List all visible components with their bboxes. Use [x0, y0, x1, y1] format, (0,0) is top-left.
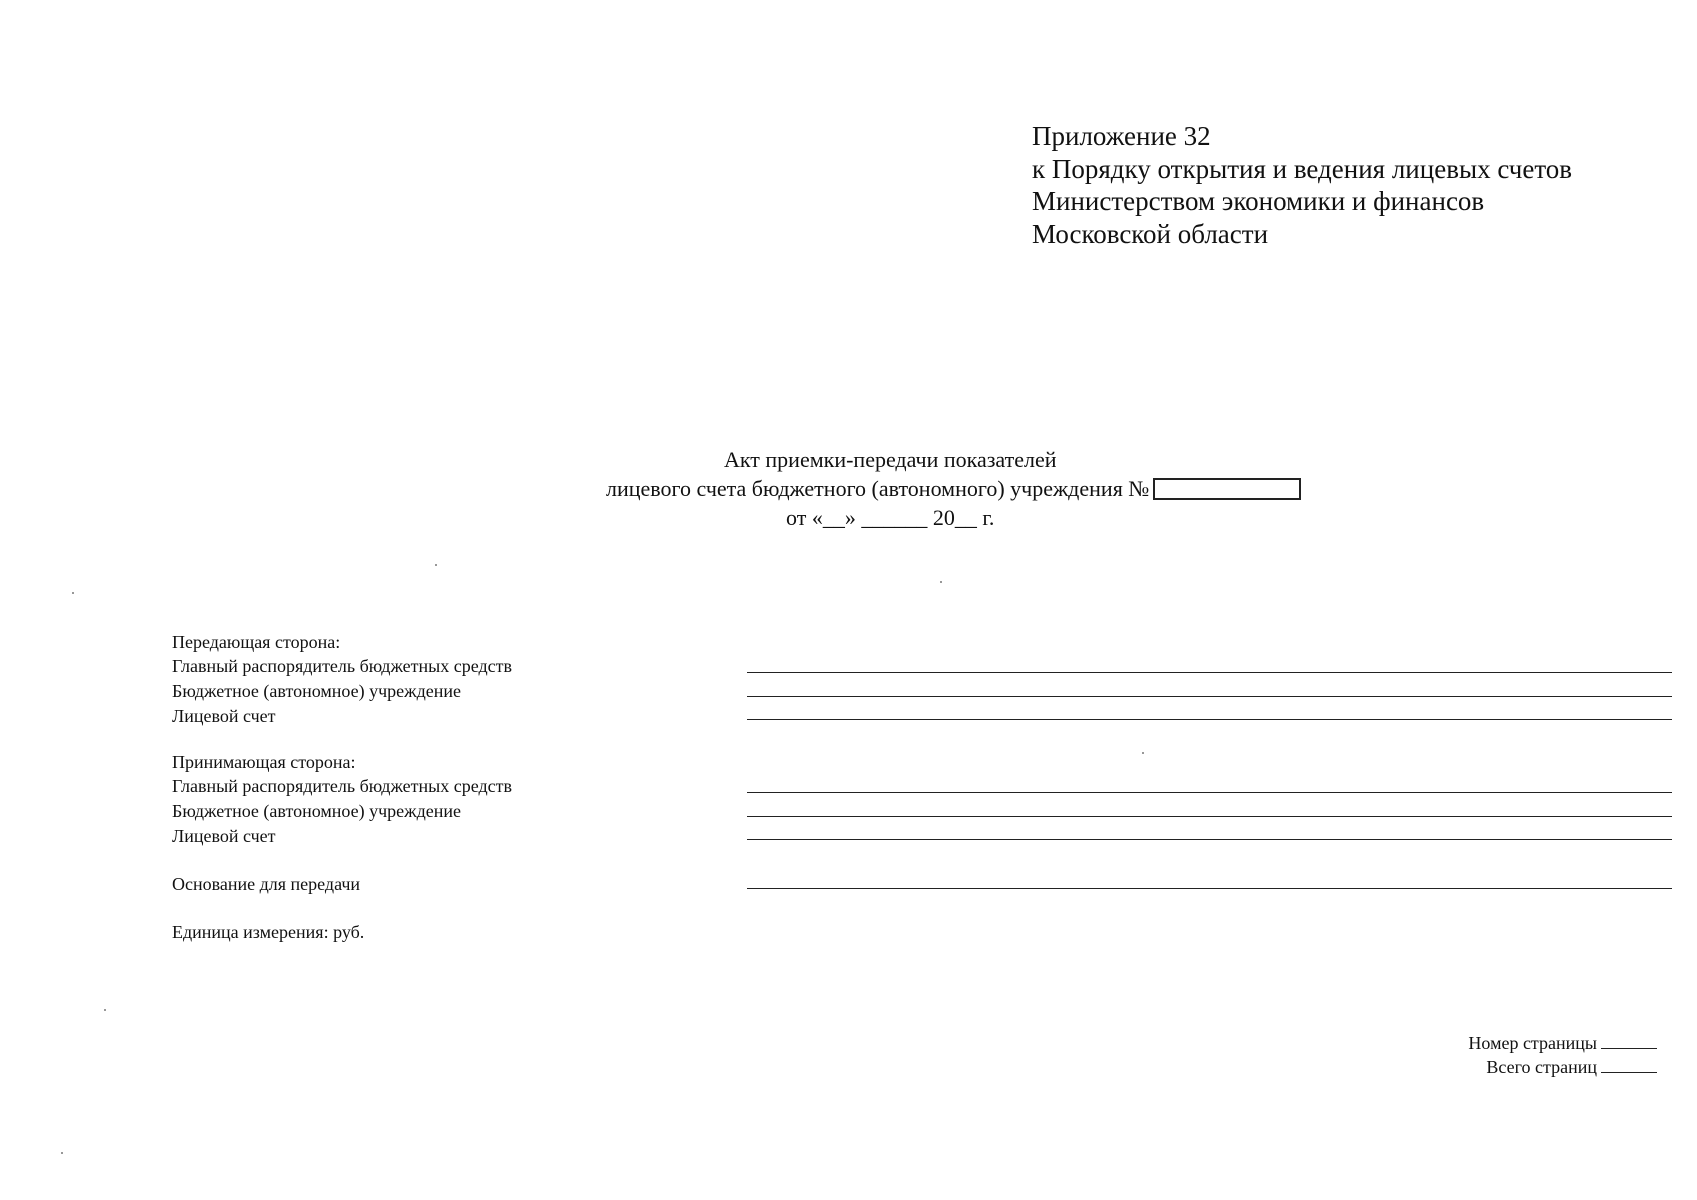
total-pages-field[interactable]: [1601, 1058, 1657, 1073]
total-pages-row: [1486, 1056, 1657, 1078]
basis-label: Основание для передачи: [172, 874, 361, 894]
appendix-line-4: Московской области: [1032, 218, 1269, 249]
appendix-line-3: Министерством экономики и финансов: [1032, 186, 1485, 216]
receiving-institution-label: Бюджетное (автономное) учреждение: [172, 801, 461, 821]
transferring-account-label: Лицевой счет: [172, 706, 276, 726]
receiving-party-heading: Принимающая сторона:: [172, 752, 356, 772]
scan-speck: [940, 581, 942, 583]
receiving-institution-field[interactable]: [747, 816, 1672, 817]
appendix-line-1: Приложение 32: [1032, 121, 1211, 151]
account-number-box[interactable]: [1153, 478, 1301, 500]
title-date-line: от «__» ______ 20__ г.: [786, 505, 995, 530]
receiving-account-label: Лицевой счет: [172, 826, 276, 846]
receiving-account-field[interactable]: [747, 839, 1672, 840]
basis-field[interactable]: [747, 888, 1672, 889]
appendix-line-2: к Порядку открытия и ведения лицевых счетов: [1032, 153, 1573, 184]
scan-speck: [72, 592, 74, 594]
transferring-party-heading: Передающая сторона:: [172, 632, 341, 652]
page-number-field[interactable]: [1601, 1034, 1657, 1049]
title-line-2: [606, 475, 1301, 504]
unit-label: Единица измерения: руб.: [172, 922, 365, 942]
title-line-2-text: лицевого счета бюджетного (автономного) учреждения №: [606, 476, 1150, 501]
receiving-main-manager-field[interactable]: [747, 792, 1672, 793]
transferring-account-field[interactable]: [747, 719, 1672, 720]
transferring-main-manager-label: Главный распорядитель бюджетных средств: [172, 656, 512, 676]
receiving-main-manager-label: Главный распорядитель бюджетных средств: [172, 776, 512, 796]
appendix-heading: [1032, 120, 1572, 250]
scan-speck: [104, 1009, 106, 1011]
transferring-institution-label: Бюджетное (автономное) учреждение: [172, 681, 461, 701]
scan-speck: [435, 564, 437, 566]
transferring-institution-field[interactable]: [747, 696, 1672, 697]
page-number-row: [1468, 1032, 1657, 1054]
transferring-main-manager-field[interactable]: [747, 672, 1672, 673]
page-number-label: Номер страницы: [1468, 1033, 1597, 1053]
scan-speck: [61, 1152, 63, 1154]
total-pages-label: Всего страниц: [1486, 1057, 1597, 1077]
title-line-1: Акт приемки-передачи показателей: [724, 447, 1057, 472]
scan-speck: [1142, 752, 1144, 754]
